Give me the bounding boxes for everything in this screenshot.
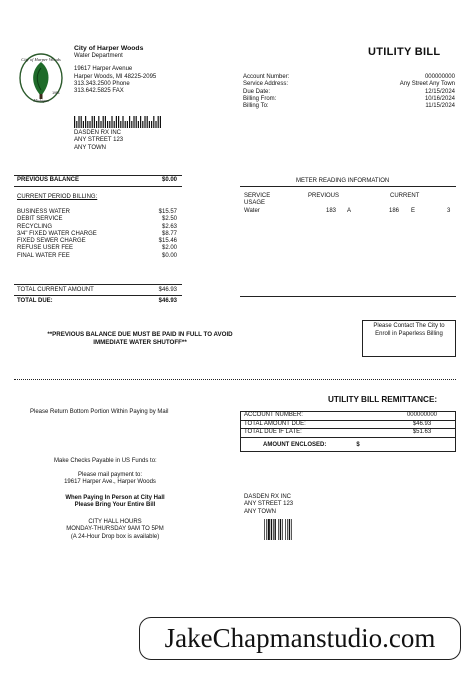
- account-info-value: 12/15/2024: [424, 88, 455, 95]
- total-due-value: $46.93: [158, 298, 177, 304]
- remit-customer-town: ANY TOWN: [244, 508, 277, 515]
- account-info-value: 10/16/2024: [424, 95, 455, 102]
- customer-name: DASDEN RX INC: [74, 130, 122, 136]
- return-note: Please Return Bottom Portion Within Paying by Mail: [30, 409, 169, 415]
- charge-label: FINAL WATER FEE: [17, 252, 70, 259]
- remit-row: [241, 412, 455, 421]
- meter-curr-code: E: [411, 208, 416, 214]
- mail-line-1: Please mail payment to:: [77, 472, 143, 478]
- account-info-row: [243, 74, 455, 81]
- remit-table: [240, 411, 456, 452]
- meter-prev: 183: [326, 208, 337, 214]
- remit-row-value: $51.63: [412, 429, 432, 435]
- account-info-label: Billing From:: [243, 95, 277, 102]
- charge-value: $15.46: [158, 238, 177, 245]
- charges-list: [17, 209, 177, 260]
- account-info-row: [243, 96, 455, 103]
- account-info-label: Due Date:: [243, 88, 271, 95]
- city-logo: [18, 52, 64, 104]
- hours-line-3: (A 24-Hour Drop box is available): [70, 533, 160, 540]
- in-person-line-2: Please Bring Your Entire Bill: [74, 502, 156, 509]
- amount-enclosed-row: [241, 438, 455, 452]
- account-info-row: [243, 81, 455, 88]
- account-info-label: Account Number:: [243, 74, 290, 80]
- paperless-text: Please Contact The City to Enroll in Paperless Billing: [373, 323, 445, 337]
- remit-row-value: $46.93: [412, 420, 432, 427]
- charge-label: RECYCLING: [17, 223, 53, 230]
- charge-row: [17, 224, 177, 231]
- remit-row-label: TOTAL DUE IF LATE:: [244, 429, 302, 435]
- customer-address: [74, 130, 123, 152]
- amount-enclosed-value: $: [356, 441, 360, 448]
- meter-col-current: CURRENT: [390, 193, 420, 199]
- charge-label: FIXED SEWER CHARGE: [17, 238, 86, 245]
- account-info-value: 11/15/2024: [425, 103, 455, 110]
- charge-value: $0.00: [161, 252, 177, 259]
- remit-customer-address: [244, 494, 293, 516]
- charge-row: [17, 216, 177, 223]
- charge-row: [17, 253, 177, 260]
- charge-row: [17, 209, 177, 216]
- meter-prev-code: A: [347, 208, 352, 214]
- postal-barcode: [74, 115, 162, 127]
- charge-row: [17, 245, 177, 252]
- charge-value: $8.77: [161, 230, 177, 237]
- account-info-value: 000000000: [424, 74, 455, 80]
- hours-block: [30, 519, 200, 541]
- previous-balance-value: $0.00: [161, 177, 177, 183]
- remit-row: [241, 421, 455, 430]
- total-due-label: TOTAL DUE:: [17, 298, 53, 304]
- total-current-value: $46.93: [158, 287, 177, 293]
- meter-usage: 3: [447, 208, 451, 214]
- current-period-label: CURRENT PERIOD BILLING:: [17, 194, 98, 200]
- total-current-row: [17, 287, 177, 294]
- account-info-label: Service Address:: [243, 81, 289, 88]
- company-address-2: Harper Woods, MI 48225-2095: [74, 73, 157, 80]
- amount-enclosed-label: AMOUNT ENCLOSED:: [263, 441, 327, 448]
- charge-label: REFUSE USER FEE: [17, 245, 74, 252]
- mail-line-2: 19617 Harper Ave., Harper Woods: [64, 479, 156, 486]
- remit-row: [241, 429, 455, 438]
- company-address-1: 19617 Harper Avenue: [74, 66, 133, 73]
- customer-town: ANY TOWN: [74, 144, 107, 151]
- account-info-value: Any Street Any Town: [399, 81, 455, 88]
- charge-label: BUSINESS WATER: [17, 209, 71, 215]
- remit-row-label: ACCOUNT NUMBER:: [244, 412, 303, 418]
- paperless-box: [362, 320, 456, 357]
- previous-balance-label: PREVIOUS BALANCE: [17, 177, 80, 183]
- account-info-label: Billing To:: [243, 103, 269, 110]
- meter-curr: 186: [389, 208, 400, 214]
- total-current-label: TOTAL CURRENT AMOUNT: [17, 287, 94, 293]
- bill-title: UTILITY BILL: [368, 46, 441, 58]
- charge-value: $2.50: [161, 216, 177, 223]
- hours-line-2: MONDAY-THURSDAY 9AM TO 5PM: [66, 526, 164, 533]
- meter-title: METER READING INFORMATION: [296, 178, 390, 184]
- total-due-row: [17, 298, 177, 305]
- previous-balance-row: [17, 177, 177, 184]
- remit-customer-name: DASDEN RX INC: [244, 494, 292, 500]
- mail-block: [30, 472, 190, 487]
- customer-street: ANY STREET 123: [74, 137, 124, 144]
- svg-text:Michigan: Michigan: [33, 98, 49, 103]
- shutoff-warning: **PREVIOUS BALANCE DUE MUST BE PAID IN FULL TO AVOID IMMEDIATE WATER SHUTOFF**: [47, 331, 233, 346]
- charge-row: [17, 231, 177, 238]
- account-info-row: [243, 89, 455, 96]
- account-info-row: [243, 103, 455, 110]
- remit-title: UTILITY BILL REMITTANCE:: [328, 395, 438, 404]
- company-block: [74, 45, 234, 95]
- company-name: City of Harper Woods: [74, 45, 144, 52]
- charge-label: 3/4" FIXED WATER CHARGE: [17, 230, 97, 237]
- company-phone: 313.343.2500 Phone: [74, 80, 130, 87]
- watermark-box: [139, 617, 461, 660]
- account-info: [243, 74, 455, 110]
- charge-value: $2.63: [161, 223, 177, 230]
- meter-service: Water: [244, 208, 260, 214]
- company-fax: 313.642.5825 FAX: [74, 88, 124, 95]
- charge-value: $2.00: [161, 245, 177, 252]
- remit-customer-street: ANY STREET 123: [244, 501, 294, 508]
- watermark-text: JakeChapmanstudio.com: [164, 623, 436, 653]
- svg-text:City of Harper Woods: City of Harper Woods: [21, 57, 61, 62]
- remit-row-label: TOTAL AMOUNT DUE:: [244, 420, 306, 427]
- company-dept: Water Department: [74, 53, 123, 59]
- hours-line-1: CITY HALL HOURS: [88, 519, 142, 525]
- meter-col-previous: PREVIOUS: [308, 193, 340, 199]
- in-person-line-1: When Paying In Person at City Hall: [65, 495, 165, 501]
- remit-barcode: [264, 519, 302, 540]
- charge-value: $15.57: [158, 209, 177, 215]
- remit-row-value: 000000000: [406, 412, 438, 418]
- svg-text:1951: 1951: [52, 91, 60, 95]
- checks-note: Make Checks Payable in US Funds to:: [54, 458, 157, 464]
- meter-col-service: SERVICE USAGE: [244, 193, 271, 207]
- charge-row: [17, 238, 177, 245]
- in-person-block: [30, 495, 200, 510]
- charge-label: DEBIT SERVICE: [17, 216, 63, 223]
